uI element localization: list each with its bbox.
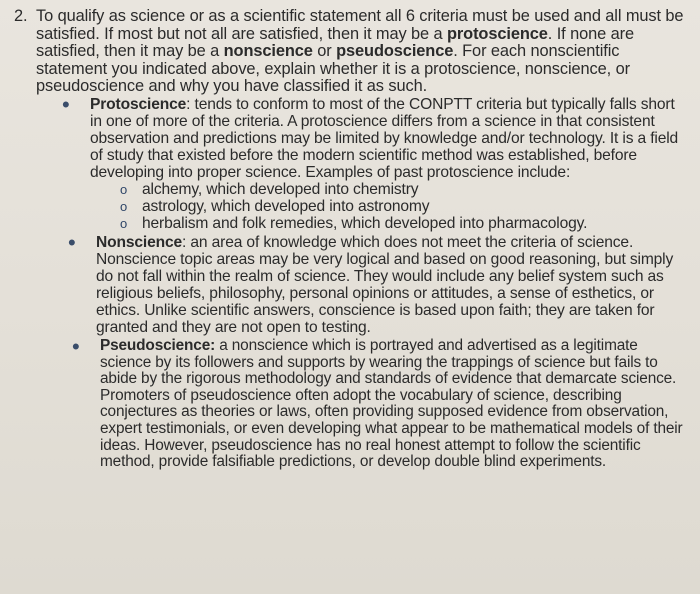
term-pseudoscience: pseudoscience: [336, 42, 454, 61]
example-text: alchemy, which developed into chemistry: [142, 180, 419, 198]
question-seg1: To qualify as science or as a scientific statement all 6 criteria must be used and all must be satisfied. If most but not all are satisfied, then it may be a: [36, 7, 684, 43]
bullet-dot-icon: •: [62, 91, 70, 117]
example-item: [120, 198, 686, 215]
question-seg3: or: [312, 42, 337, 61]
circle-bullet-icon: o: [120, 198, 128, 214]
pseudoscience-term: Pseudoscience:: [100, 336, 216, 354]
example-item: [120, 181, 686, 198]
nonscience-definition: [96, 234, 686, 336]
example-item: [120, 215, 686, 232]
question-2: [14, 8, 686, 96]
term-nonscience: nonscience: [223, 42, 313, 61]
term-protoscience: protoscience: [446, 24, 548, 43]
example-text: herbalism and folk remedies, which developed into pharmacology.: [142, 214, 588, 232]
protoscience-term: Protoscience: [90, 95, 187, 113]
example-text: astrology, which developed into astronomy: [142, 197, 430, 215]
question-seg4: . For each nonscientific statement you indicated above, explain whether it is a protoscience, nonscience, or pseudoscience and why you have classified it as such.: [36, 42, 630, 96]
question-text: [36, 8, 686, 96]
pseudoscience-text: a nonscience which is portrayed and advertised as a legitimate science by its followers and supports by wearing the trappings of science but fails to abide by the rigorous methodology and standards of evidence that demarcate science. Promoters of pseudoscience often adopt the vocabulary of science, describing conjectures as theories or laws, often providing supposed evidence from observation, expert testimonials, or even developing what appear to be mathematical models of their ideas. However, pseudoscience has no real honest attempt to follow the scientific method, provide falsifiable predictions, or develop double blind experiments.: [100, 336, 683, 471]
nonscience-text: : an area of knowledge which does not meet the criteria of science. Nonscience topic areas may be very logical and based on good reasoning, but simply do not fall within the realm of science. They would include any belief system such as religious beliefs, philosophy, personal opinions or attitudes, a sense of esthetics, or ethics. Unlike scientific answers, conscience is based upon faith; they are taken for granted and they are not open to testing.: [96, 233, 674, 336]
protoscience-definition: [90, 96, 686, 232]
nonscience-term: Nonscience: [96, 233, 183, 251]
protoscience-text: : tends to conform to most of the CONPTT criteria but typically falls short in one of more of the criteria. A protoscience differs from a science in that consistent observation and predictions may be limited by knowledge and/or technology. It is a field of study that existed before the modern scientific method was established, before developing into proper science. Examples of past protoscience include:: [90, 95, 679, 181]
bullet-protoscience: [62, 91, 686, 232]
question-number: 2.: [14, 7, 28, 25]
circle-bullet-icon: o: [120, 215, 128, 231]
question-seg2: . If none are satisfied, then it may be a: [36, 24, 634, 61]
protoscience-examples: [120, 181, 686, 232]
bullet-dot-icon: •: [68, 229, 76, 255]
bullet-nonscience: [68, 229, 686, 336]
pseudoscience-definition: [100, 338, 686, 471]
circle-bullet-icon: o: [120, 181, 128, 197]
bullet-dot-icon: •: [72, 333, 80, 359]
definitions-list: [14, 91, 686, 471]
bullet-pseudoscience: [72, 333, 686, 471]
